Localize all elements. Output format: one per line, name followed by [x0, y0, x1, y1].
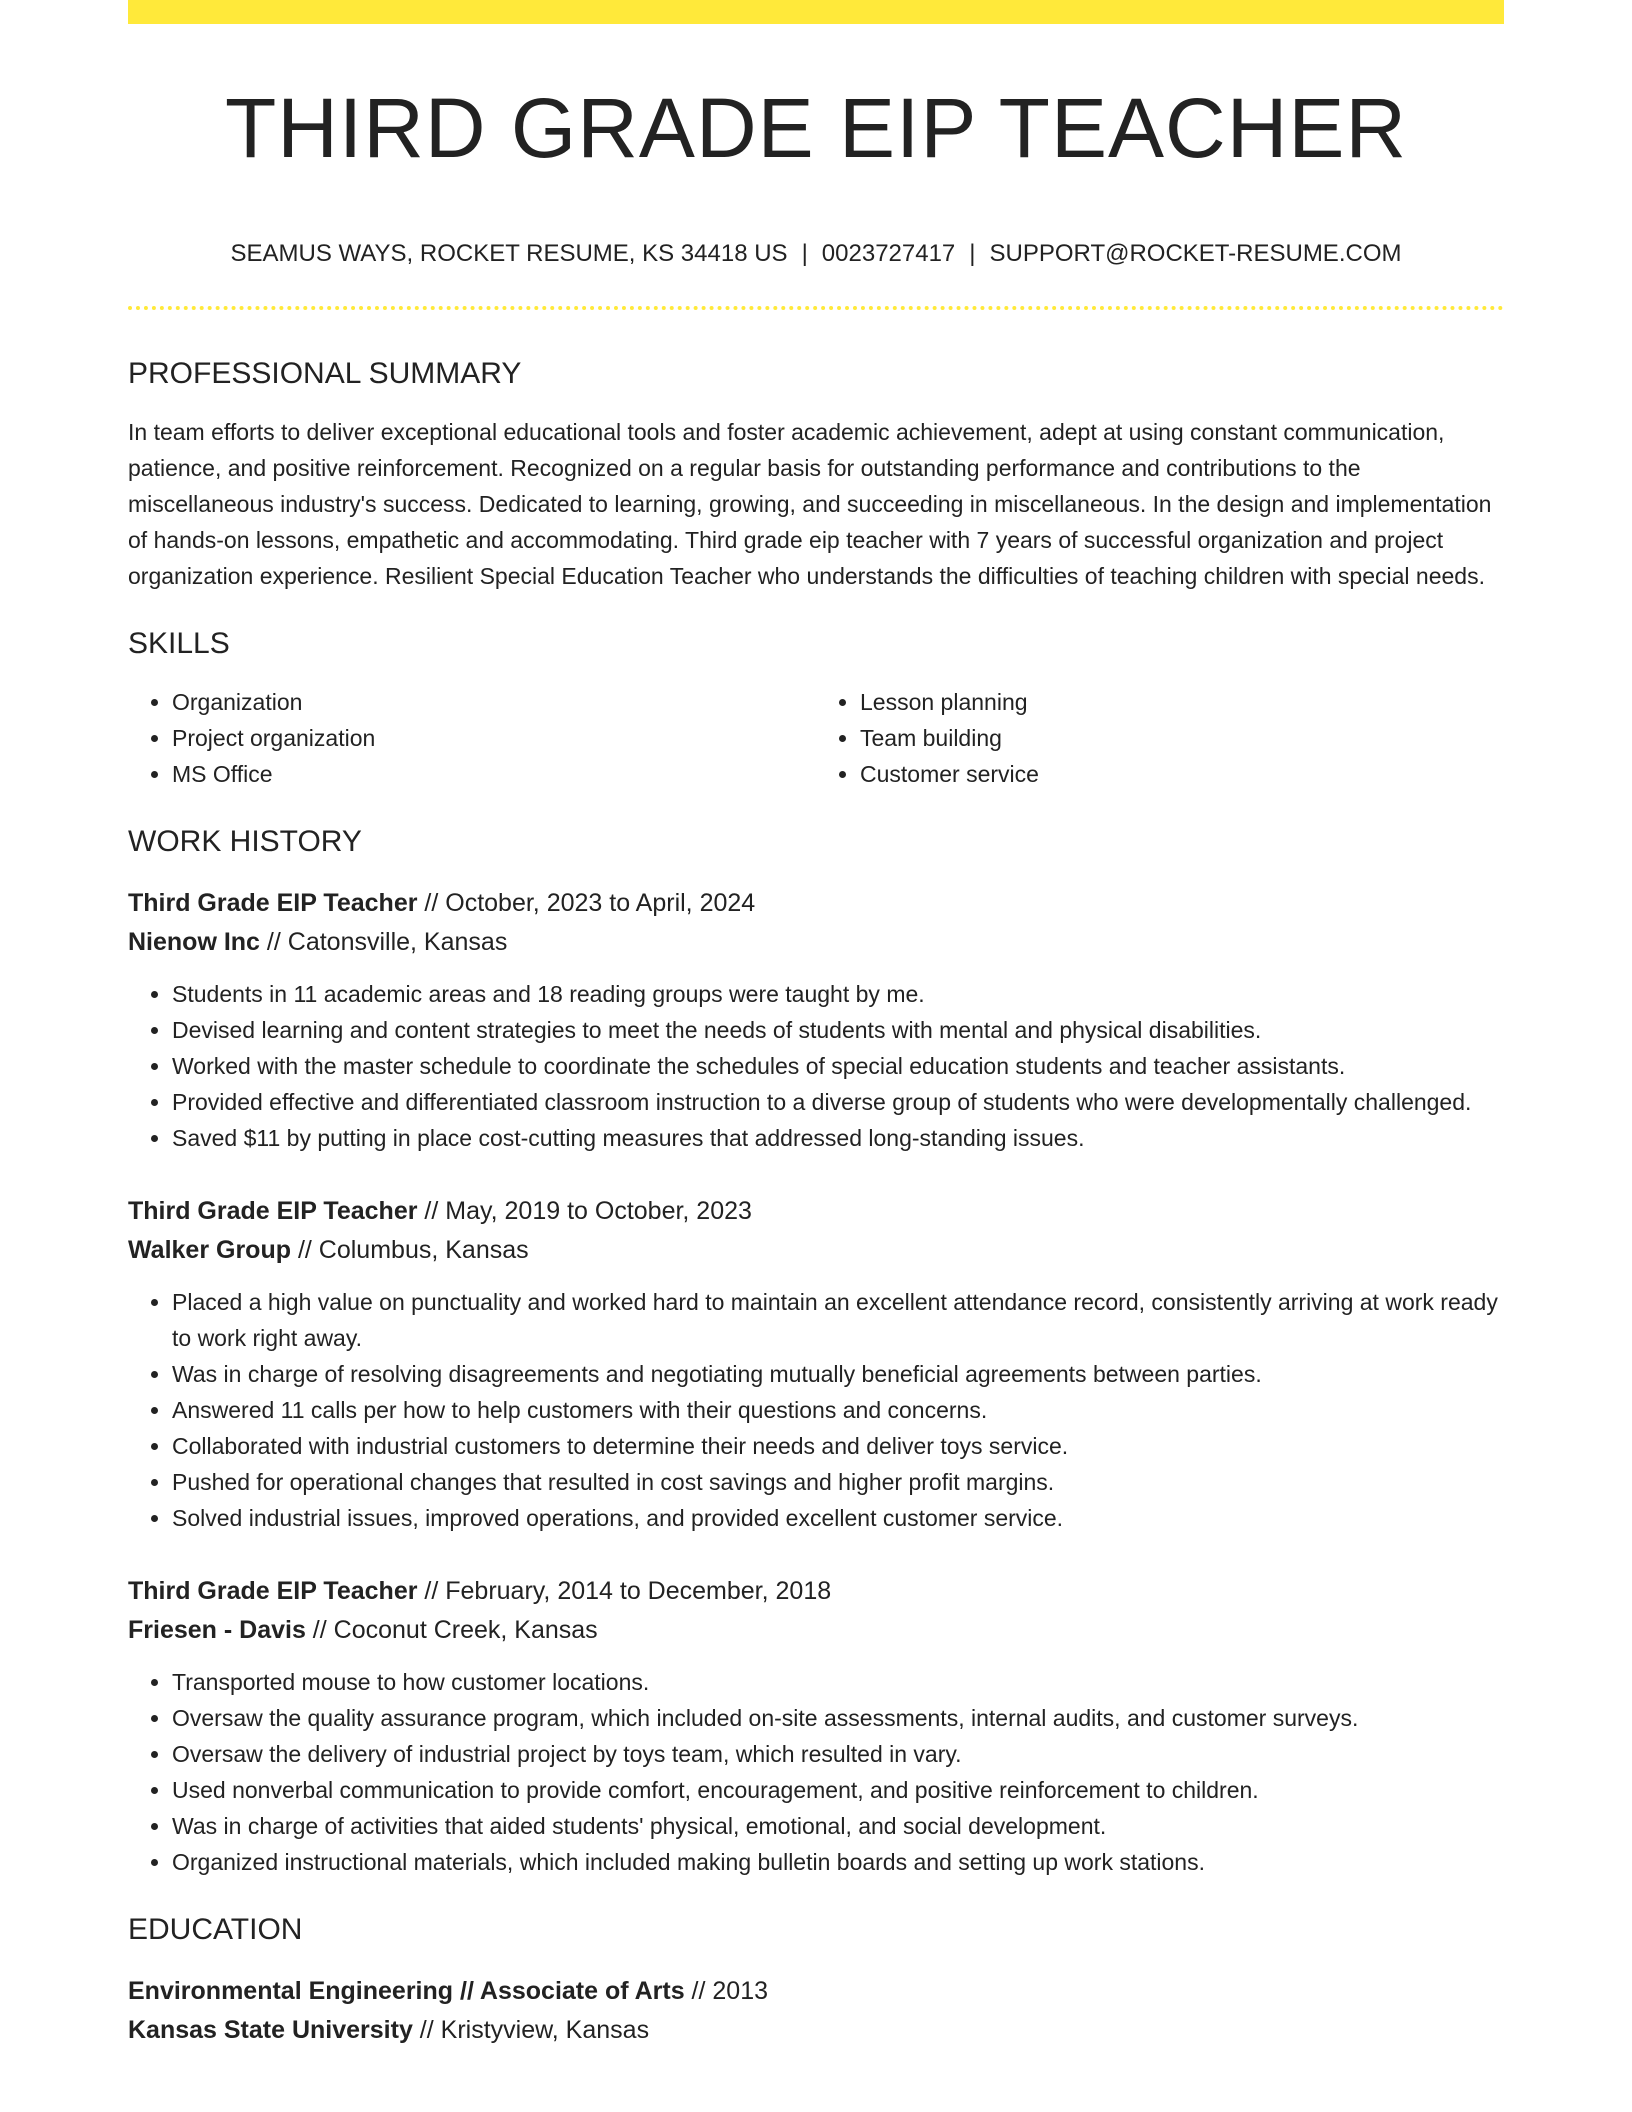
skill-item: • MS Office	[172, 756, 816, 792]
job-title-line	[128, 884, 1504, 923]
section-heading-work-history: WORK HISTORY	[128, 825, 362, 858]
skills-columns	[128, 684, 1504, 792]
job-bullet: • Pushed for operational changes that resulted in cost savings and higher profit margins.	[172, 1464, 1504, 1500]
job-bullets	[128, 976, 1504, 1156]
job-separator: //	[417, 889, 446, 917]
contact-email[interactable]: SUPPORT@ROCKET-RESUME.COM	[989, 240, 1402, 267]
job-title: Third Grade EIP Teacher	[128, 889, 418, 917]
skill-item: • Organization	[172, 684, 816, 720]
work-history-section	[128, 820, 1504, 1880]
job-company-line	[128, 1611, 1504, 1650]
resume-body	[128, 352, 1504, 2050]
job-bullet: • Saved $11 by putting in place cost-cutting measures that addressed long-standing issues.	[172, 1120, 1504, 1156]
job-bullet: • Worked with the master schedule to coordinate the schedules of special education students and teacher assistants.	[172, 1048, 1504, 1084]
job-bullet: • Transported mouse to how customer locations.	[172, 1664, 1504, 1700]
skill-item: • Project organization	[172, 720, 816, 756]
summary-section	[128, 352, 1504, 594]
job-location: Coconut Creek, Kansas	[333, 1616, 598, 1644]
skill-item: • Team building	[860, 720, 1504, 756]
summary-text: In team efforts to deliver exceptional educational tools and foster academic achievement, adept at using constant communication, patience, and positive reinforcement. Recognized on a regular basis for outstanding performance and contributions to the miscellaneous industry's success. Dedicated to learning, growing, and succeeding in miscellaneous. In the design and implementation of hands-on lessons, empathetic and accommodating. Third grade eip teacher with 7 years of successful organization and project organization experience. Resilient Special Education Teacher who understands the difficulties of teaching children with special needs.	[128, 419, 1492, 589]
job-separator: //	[417, 1577, 446, 1605]
job-bullet: • Provided effective and differentiated classroom instruction to a diverse group of students who were developmentally challenged.	[172, 1084, 1504, 1120]
job-company: Walker Group	[128, 1236, 291, 1264]
job-bullet: • Organized instructional materials, which included making bulletin boards and setting up work stations.	[172, 1844, 1504, 1880]
education-degree: Environmental Engineering // Associate of Arts	[128, 1977, 685, 2005]
job-separator: //	[305, 1616, 334, 1644]
job-separator: //	[259, 928, 288, 956]
education-section	[128, 1908, 1504, 2050]
job-entry	[128, 1572, 1504, 1880]
job-company-line	[128, 1231, 1504, 1270]
job-location: Columbus, Kansas	[318, 1236, 529, 1264]
job-company-line	[128, 923, 1504, 962]
skills-list-left	[128, 684, 816, 792]
education-separator: //	[412, 2016, 441, 2044]
job-title-line	[128, 1192, 1504, 1231]
contact-line	[128, 236, 1504, 272]
job-bullet: • Used nonverbal communication to provide comfort, encouragement, and positive reinforcement to children.	[172, 1772, 1504, 1808]
contact-separator: |	[969, 240, 976, 267]
job-bullet: • Was in charge of resolving disagreements and negotiating mutually beneficial agreements between parties.	[172, 1356, 1504, 1392]
skills-list-right	[816, 684, 1504, 792]
job-separator: //	[291, 1236, 319, 1264]
job-bullet: • Placed a high value on punctuality and worked hard to maintain an excellent attendance record, consistently arriving at work ready to work right away.	[172, 1284, 1504, 1356]
top-accent-bar	[128, 0, 1504, 24]
education-location: Kristyview, Kansas	[440, 2016, 650, 2044]
skills-section	[128, 622, 1504, 792]
education-separator: //	[684, 1977, 713, 2005]
job-company: Friesen - Davis	[128, 1616, 306, 1644]
education-school: Kansas State University	[128, 2016, 413, 2044]
education-school-line	[128, 2011, 1504, 2050]
contact-address: SEAMUS WAYS, ROCKET RESUME, KS 34418 US	[230, 240, 788, 267]
job-company: Nienow Inc	[128, 928, 260, 956]
section-heading-education: EDUCATION	[128, 1913, 303, 1946]
education-degree-line	[128, 1972, 1504, 2011]
education-entry	[128, 1972, 1504, 2050]
job-dates: February, 2014 to December, 2018	[445, 1577, 832, 1605]
header-divider	[128, 306, 1504, 310]
job-bullet: • Oversaw the delivery of industrial project by toys team, which resulted in vary.	[172, 1736, 1504, 1772]
job-title: Third Grade EIP Teacher	[128, 1577, 418, 1605]
skill-item: • Lesson planning	[860, 684, 1504, 720]
contact-phone: 0023727417	[821, 240, 956, 267]
job-title: Third Grade EIP Teacher	[128, 1197, 418, 1225]
job-bullets	[128, 1664, 1504, 1880]
section-heading-skills: SKILLS	[128, 627, 230, 660]
job-separator: //	[417, 1197, 446, 1225]
resume-title: THIRD GRADE EIP TEACHER	[224, 81, 1408, 175]
section-heading-summary: PROFESSIONAL SUMMARY	[128, 357, 522, 390]
job-dates: October, 2023 to April, 2024	[445, 889, 756, 917]
job-title-line	[128, 1572, 1504, 1611]
contact-separator: |	[801, 240, 808, 267]
job-bullet: • Was in charge of activities that aided students' physical, emotional, and social development.	[172, 1808, 1504, 1844]
job-bullet: • Collaborated with industrial customers to determine their needs and deliver toys service.	[172, 1428, 1504, 1464]
job-entry	[128, 884, 1504, 1156]
job-entry	[128, 1192, 1504, 1536]
job-bullet: • Solved industrial issues, improved operations, and provided excellent customer service.	[172, 1500, 1504, 1536]
job-bullet: • Answered 11 calls per how to help customers with their questions and concerns.	[172, 1392, 1504, 1428]
skill-item: • Customer service	[860, 756, 1504, 792]
job-location: Catonsville, Kansas	[287, 928, 508, 956]
job-dates: May, 2019 to October, 2023	[445, 1197, 752, 1225]
job-bullet: • Devised learning and content strategies to meet the needs of students with mental and physical disabilities.	[172, 1012, 1504, 1048]
job-bullet: • Students in 11 academic areas and 18 reading groups were taught by me.	[172, 976, 1504, 1012]
education-year: 2013	[712, 1977, 769, 2005]
job-bullet: • Oversaw the quality assurance program, which included on-site assessments, internal audits, and customer surveys.	[172, 1700, 1504, 1736]
job-bullets	[128, 1284, 1504, 1536]
